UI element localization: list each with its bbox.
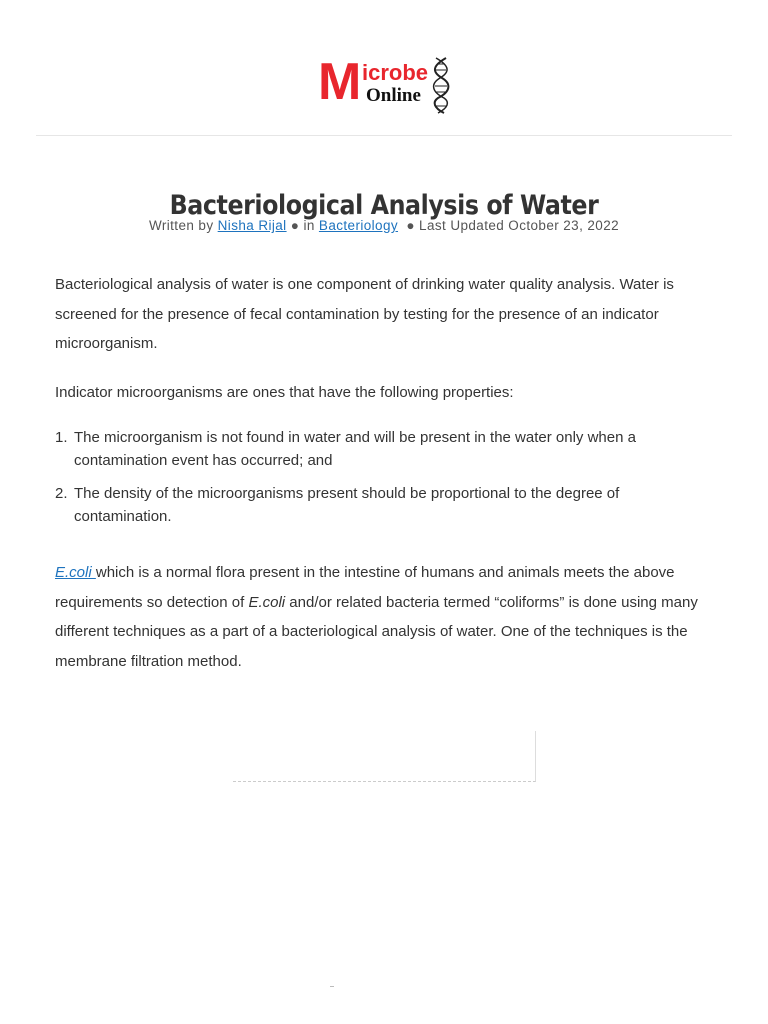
decorative-mark — [330, 986, 334, 987]
list-item — [55, 426, 715, 472]
paragraph-intro: Bacteriological analysis of water is one component of drinking water quality analysis. Water is screened for the presence of fecal contamination by testing for the presence of an indicator microorganism. — [55, 276, 674, 352]
logo-text-online: Online — [366, 85, 421, 106]
meta-written-by: Written by — [148, 218, 214, 233]
list-item-text: The density of the microorganisms present should be proportional to the degree of contamination. — [74, 485, 620, 525]
paragraph-ecoli — [55, 558, 715, 676]
site-logo[interactable] — [318, 53, 454, 114]
paragraph-ecoli-text-1: which is a normal flora present in the intestine of humans and animals meets the above requirements so detection of — [55, 564, 675, 611]
list-item-number: 2. — [55, 485, 68, 502]
ecoli-italic: E.coli — [248, 593, 286, 611]
meta-bullet: ● — [406, 218, 415, 233]
author-link[interactable]: Nisha Rijal — [217, 218, 287, 233]
ad-placeholder — [233, 731, 536, 782]
article-meta — [0, 216, 768, 236]
site-header — [0, 0, 768, 136]
list-item-text: The microorganism is not found in water and will be present in the water only when a contamination event has occurred; and — [74, 429, 636, 469]
logo-text-microbe: icrobe — [362, 60, 429, 85]
category-link[interactable]: Bacteriology — [318, 218, 399, 233]
meta-in: in — [303, 218, 315, 233]
meta-bullet: ● — [290, 218, 300, 233]
article-title: Bacteriological Analysis of Water — [169, 190, 599, 222]
meta-updated: Last Updated October 23, 2022 — [419, 218, 620, 233]
ecoli-link[interactable]: E.coli — [55, 564, 96, 581]
header-divider — [36, 135, 732, 136]
logo-letter-m: M — [318, 53, 361, 111]
list-item-number: 1. — [55, 429, 68, 446]
paragraph-ecoli-text-2: and/or related bacteria termed “coliforms” is done using many different techniques as a part of a bacteriological analysis of water. One of the techniques is the membrane filtration method. — [55, 593, 698, 670]
list-item — [55, 482, 715, 528]
dna-helix-icon — [430, 56, 452, 114]
properties-list — [55, 426, 715, 538]
paragraph-indicator: Indicator microorganisms are ones that have the following properties: — [55, 384, 514, 401]
